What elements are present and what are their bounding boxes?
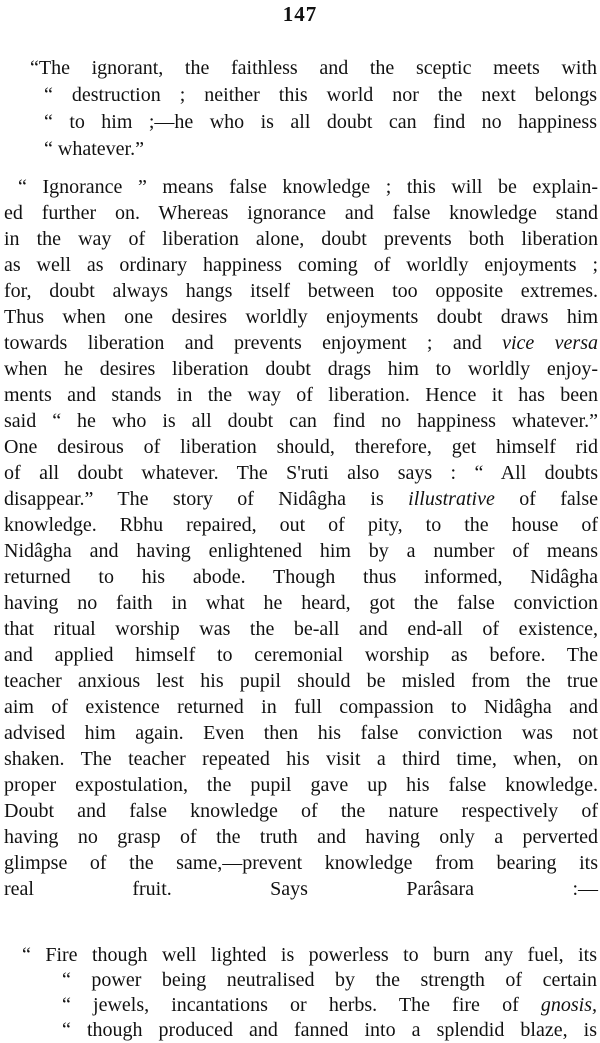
text-line: aim of existence returned in full compassion to Nidâgha and [4, 696, 598, 718]
text-line: glimpse of the same,—prevent knowledge from bearing its [4, 852, 598, 874]
text-line: “ jewels, incantations or herbs. The fire of gnosis, [62, 994, 597, 1016]
text-line: ments and stands in the way of liberation. Hence it has been [4, 384, 598, 406]
text-line: shaken. The teacher repeated his visit a third time, when, on [4, 748, 598, 770]
text-line: teacher anxious lest his pupil should be misled from the true [4, 670, 598, 692]
text-line: for, doubt always hangs itself between too opposite extremes. [4, 280, 598, 302]
text-line: that ritual worship was the be-all and end-all of existence, [4, 618, 598, 640]
text-line: “ destruction ; neither this world nor the next belongs [44, 84, 597, 106]
italic-phrase: vice versa [502, 332, 598, 354]
text-line: Doubt and false knowledge of the nature respectively of [4, 800, 598, 822]
text-line: said “ he who is all doubt can find no happiness whatever.” [4, 410, 598, 432]
text-line: “ power being neutralised by the strength of certain [62, 969, 597, 991]
italic-word: gnosis, [540, 994, 597, 1016]
text-line: proper expostulation, the pupil gave up his false knowledge. [4, 774, 598, 796]
page-number: 147 [282, 2, 318, 26]
text-line: advised him again. Even then his false conviction was not [4, 722, 598, 744]
text-line: when he desires liberation doubt drags him to worldly enjoy- [4, 358, 598, 380]
text-line: having no faith in what he heard, got the false conviction [4, 592, 598, 614]
text-line: knowledge. Rbhu repaired, out of pity, to the house of [4, 514, 598, 536]
text-line: “ though produced and fanned into a splendid blaze, is [62, 1019, 597, 1041]
text-line: as well as ordinary happiness coming of worldly enjoyments ; [4, 254, 598, 276]
text-line: “ whatever.” [44, 138, 144, 160]
text-line: disappear.” The story of Nidâgha is illustrative of false [4, 488, 598, 510]
text-line: real fruit. Says Parâsara :— [4, 878, 598, 900]
text-line: ed further on. Whereas ignorance and false knowledge stand [4, 202, 598, 224]
text-line: returned to his abode. Though thus informed, Nidâgha [4, 566, 598, 588]
text-line: Nidâgha and having enlightened him by a number of means [4, 540, 598, 562]
text-line: in the way of liberation alone, doubt prevents both liberation [4, 228, 598, 250]
text-line: One desirous of liberation should, therefore, get himself rid [4, 436, 598, 458]
text-line: towards liberation and prevents enjoyment ; and vice versa [4, 332, 598, 354]
text-line: “ to him ;—he who is all doubt can find no happiness [44, 111, 597, 133]
italic-word: illustrative [408, 488, 495, 510]
text-line: “The ignorant, the faithless and the sceptic meets with [30, 57, 597, 79]
text-line: Thus when one desires worldly enjoyments doubt draws him [4, 306, 598, 328]
text-line: “ Ignorance ” means false knowledge ; this will be explain- [18, 176, 598, 198]
text-line: having no grasp of the truth and having only a perverted [4, 826, 598, 848]
text-line: and applied himself to ceremonial worship as before. The [4, 644, 598, 666]
text-line: of all doubt whatever. The S'ruti also says : “ All doubts [4, 462, 598, 484]
text-line: “ Fire though well lighted is powerless to burn any fuel, its [22, 944, 597, 966]
